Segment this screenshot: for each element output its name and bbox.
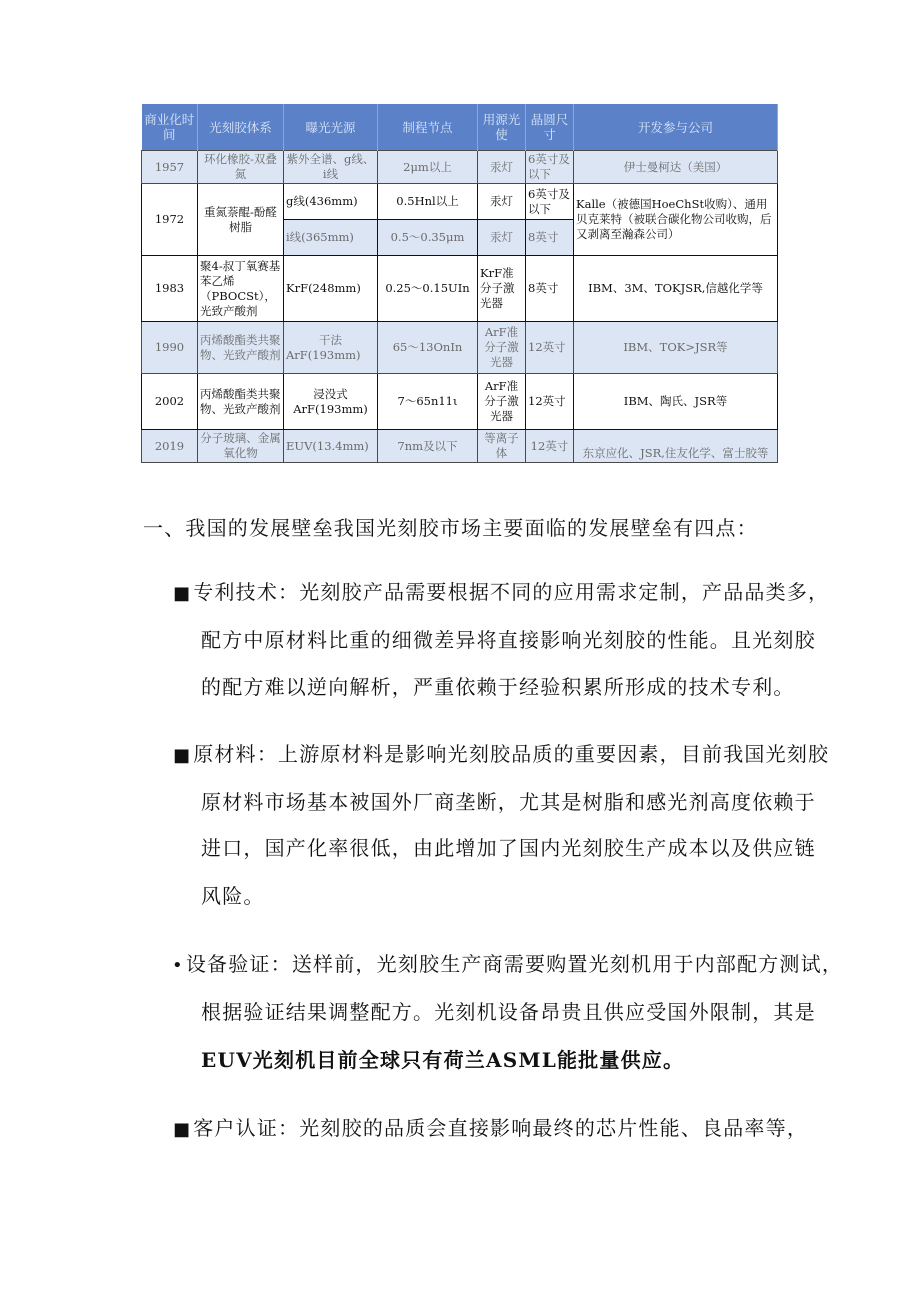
cell-company: IBM、陶氏、JSR等: [574, 374, 778, 430]
bullet-square-icon: ■: [173, 745, 192, 766]
cell-source: [284, 374, 378, 430]
cell-year: 1972: [142, 184, 198, 256]
cell-system: 重氮萘醌-酚醛树脂: [198, 184, 284, 256]
bullet-dot-icon: •: [172, 955, 184, 976]
cell-source: g线(436mm): [284, 184, 378, 220]
cell-wafer: 8英寸: [526, 220, 574, 256]
cell-company: 东京应化、JSR,住友化学、富士胶等: [574, 430, 778, 463]
photoresist-history-table: [141, 104, 778, 463]
cell-source: EUV(13.4mm): [284, 430, 378, 463]
cell-wafer: 6英寸及以下: [526, 151, 574, 184]
cell-lamp: KrF准分子激光器: [478, 256, 526, 322]
cell-source: KrF(248mm): [284, 256, 378, 322]
paragraph-equipment-line-1: • 设备验证：送样前，光刻胶生产商需要购置光刻机用于内部配方测试，: [172, 952, 844, 976]
cell-wafer: 6英寸及以下: [526, 184, 574, 220]
cell-source: [284, 322, 378, 374]
paragraph-material-line-1: ■ 原材料：上游原材料是影响光刻胶品质的重要因素，目前我国光刻胶: [173, 742, 830, 766]
header-company: 开发参与公司: [574, 104, 778, 151]
cell-wafer: 12英寸: [526, 322, 574, 374]
cell-node: 0.5Hnl以上: [378, 184, 478, 220]
cell-system: 丙烯酸酯类共聚物、光致产酸剂: [198, 322, 284, 374]
cell-lamp: ArF准分子激光器: [478, 374, 526, 430]
cell-lamp: 汞灯: [478, 220, 526, 256]
source-line-2: ArF(193mm): [293, 401, 368, 416]
source-line-2: ArF(193mm): [286, 347, 361, 362]
section-heading: 一、我国的发展壁垒我国光刻胶市场主要面临的发展壁垒有四点：: [143, 516, 758, 540]
cell-company: IBM、3M、TOKJSR,信越化学等: [574, 256, 778, 322]
header-source: 曝光光源: [284, 104, 378, 151]
cell-lamp: ArF准分子激光器: [478, 322, 526, 374]
header-year: 商业化时间: [142, 104, 198, 151]
paragraph-equipment-line-2: 根据验证结果调整配方。光刻机设备昂贵且供应受国外限制，其是: [201, 1000, 816, 1024]
paragraph-material-line-4: 风险。: [201, 884, 265, 908]
cell-system: 聚4-叔丁氧赛基苯乙烯（PBOCSt），光致产酸剂: [198, 256, 284, 322]
paragraph-patent-line-1: ■ 专利技术：光刻胶产品需要根据不同的应用需求定制，产品品类多，: [173, 580, 830, 604]
cell-wafer: 12英寸: [526, 430, 574, 463]
cell-node: 0.5～0.35μm: [378, 220, 478, 256]
paragraph-customer-line-1: ■ 客户认证：光刻胶的品质会直接影响最终的芯片性能、良品率等，: [173, 1116, 809, 1140]
cell-wafer: 8英寸: [526, 256, 574, 322]
table-row: [142, 256, 778, 322]
table-row: [142, 374, 778, 430]
bullet-square-icon: ■: [173, 583, 192, 604]
table-row: [142, 184, 778, 220]
cell-source: i线(365mm): [284, 220, 378, 256]
paragraph-patent-line-2: 配方中原材料比重的细微差异将直接影响光刻胶的性能。且光刻胶: [201, 628, 816, 652]
header-lamp: 用源光使: [478, 104, 526, 151]
cell-company: Kalle（被德国HoeChSt收购）、通用贝克莱特（被联合碳化物公司收购，后又剥离至瀚森公司）: [574, 184, 778, 256]
cell-lamp: 汞灯: [478, 151, 526, 184]
cell-node: 65～13OnIn: [378, 322, 478, 374]
cell-system: 环化橡胶-双叠氮: [198, 151, 284, 184]
header-system: 光刻胶体系: [198, 104, 284, 151]
table-header-row: [142, 104, 778, 151]
table-row: [142, 322, 778, 374]
cell-lamp: 等离子体: [478, 430, 526, 463]
cell-wafer: 12英寸: [526, 374, 574, 430]
cell-company: 伊士曼柯达（美国）: [574, 151, 778, 184]
header-node: 制程节点: [378, 104, 478, 151]
cell-node: 7nm及以下: [378, 430, 478, 463]
cell-node: 7～65n11ι: [378, 374, 478, 430]
cell-system: 分子玻璃、金属氧化物: [198, 430, 284, 463]
cell-lamp: 汞灯: [478, 184, 526, 220]
paragraph-patent-line-3: 的配方难以逆向解析，严重依赖于经验积累所形成的技术专利。: [201, 675, 795, 699]
paragraph-material-line-3: 进口，国产化率很低，由此增加了国内光刻胶生产成本以及供应链: [201, 836, 816, 860]
cell-year: 2002: [142, 374, 198, 430]
paragraph-material-line-2: 原材料市场基本被国外厂商垄断，尤其是树脂和感光剂高度依赖于: [201, 790, 816, 814]
paragraph-equipment-line-3: EUV光刻机目前全球只有荷兰ASML能批量供应。: [201, 1048, 685, 1072]
header-wafer: 晶圆尺寸: [526, 104, 574, 151]
bullet-square-icon: ■: [173, 1119, 192, 1140]
cell-system: 丙烯酸酯类共聚物、光致产酸剂: [198, 374, 284, 430]
cell-source: 紫外全谱、g线、i线: [284, 151, 378, 184]
cell-year: 2019: [142, 430, 198, 463]
cell-company: IBM、TOK>JSR等: [574, 322, 778, 374]
source-line-1: 浸没式: [313, 386, 348, 401]
cell-node: 0.25～0.15UIn: [378, 256, 478, 322]
table-row: [142, 151, 778, 184]
cell-year: 1983: [142, 256, 198, 322]
cell-year: 1957: [142, 151, 198, 184]
cell-year: 1990: [142, 322, 198, 374]
source-line-1: 干法: [319, 332, 342, 347]
table-row: [142, 430, 778, 463]
cell-node: 2μm以上: [378, 151, 478, 184]
